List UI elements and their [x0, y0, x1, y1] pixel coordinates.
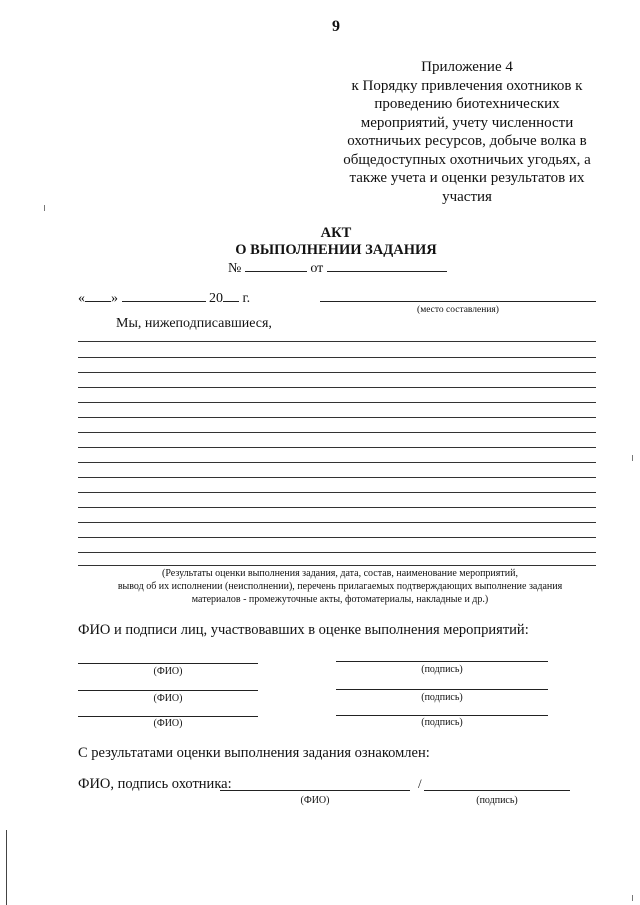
blank-line[interactable]: [78, 507, 596, 508]
act-date-field[interactable]: [327, 258, 447, 272]
appendix-line: охотничьих ресурсов, добыче волка в: [347, 133, 587, 149]
blank-line[interactable]: [78, 341, 596, 342]
appendix-line: участия: [442, 188, 492, 205]
hunter-fio-field[interactable]: [220, 790, 410, 791]
month-field[interactable]: [122, 288, 206, 302]
appendix-line: мероприятий, учету численности: [360, 114, 574, 131]
signature-caption: (подпись): [421, 664, 463, 675]
results-caption-line: вывод об их исполнении (неисполнении), перечень прилагаемых подтверждающих выполнение задания: [117, 581, 563, 592]
scan-speck: [632, 455, 633, 461]
blank-line[interactable]: [78, 432, 596, 433]
act-subtitle: О ВЫПОЛНЕНИИ ЗАДАНИЯ: [235, 242, 437, 258]
scan-margin-line: [6, 830, 7, 905]
fio-caption: (ФИО): [153, 666, 183, 677]
blank-line[interactable]: [78, 537, 596, 538]
blank-line[interactable]: [78, 402, 596, 403]
blank-line[interactable]: [78, 387, 596, 388]
hunter-label: ФИО, подпись охотника:: [78, 776, 232, 792]
fio-field[interactable]: [78, 716, 258, 717]
signatures-heading: ФИО и подписи лиц, участвовавших в оценке выполнения мероприятий:: [78, 622, 529, 638]
blank-line[interactable]: [78, 372, 596, 373]
blank-line[interactable]: [78, 357, 596, 358]
fio-caption: (ФИО): [153, 693, 183, 704]
results-caption-line: (Результаты оценки выполнения задания, дата, состав, наименование мероприятий,: [162, 568, 518, 579]
date-line: [78, 288, 250, 307]
number-sign: №: [228, 261, 242, 276]
we-undersigned: Мы, нижеподписавшиеся,: [116, 316, 272, 331]
page-number: 9: [332, 18, 340, 35]
act-title-block: [0, 225, 640, 259]
year-prefix: 20: [209, 291, 223, 306]
hunter-signature-caption: (подпись): [476, 795, 518, 806]
blank-line[interactable]: [78, 462, 596, 463]
place-field[interactable]: [320, 301, 596, 302]
appendix-line: также учета и оценки результатов их: [349, 170, 585, 186]
hunter-signature-field[interactable]: [424, 790, 570, 791]
signature-field[interactable]: [336, 715, 548, 716]
signature-caption: (подпись): [421, 692, 463, 703]
blank-line[interactable]: [78, 565, 596, 566]
signature-caption: (подпись): [421, 717, 463, 728]
blank-line[interactable]: [78, 552, 596, 553]
appendix-line: Приложение 4: [421, 59, 513, 75]
close-quote: »: [111, 291, 118, 306]
appendix-line: проведению биотехнических: [374, 96, 560, 112]
results-caption: [70, 567, 610, 606]
year-suffix: г.: [242, 291, 251, 306]
appendix-header: [338, 58, 596, 206]
fio-field[interactable]: [78, 663, 258, 664]
blank-line[interactable]: [78, 492, 596, 493]
fio-caption: (ФИО): [153, 718, 183, 729]
appendix-line: общедоступных охотничьих угодьях, а: [343, 151, 591, 168]
hunter-fio-caption: (ФИО): [300, 795, 330, 806]
act-number-field[interactable]: [245, 258, 307, 272]
year-field[interactable]: [223, 288, 239, 302]
act-title: АКТ: [320, 225, 352, 241]
act-number-line: [228, 258, 447, 277]
signature-field[interactable]: [336, 661, 548, 662]
acknowledged-statement: С результатами оценки выполнения задания ознакомлен:: [78, 745, 430, 761]
day-field[interactable]: [85, 288, 111, 302]
appendix-line: к Порядку привлечения охотников к: [351, 77, 583, 94]
blank-line[interactable]: [78, 522, 596, 523]
scan-speck: [44, 205, 45, 211]
from-label: от: [310, 261, 324, 276]
fio-field[interactable]: [78, 690, 258, 691]
separator-slash: /: [418, 776, 422, 791]
blank-line[interactable]: [78, 447, 596, 448]
scan-speck: [632, 895, 633, 901]
blank-line[interactable]: [78, 477, 596, 478]
results-caption-line: материалов - промежуточные акты, фотоматериалы, накладные и др.): [191, 594, 489, 605]
place-caption: (место составления): [417, 305, 499, 315]
blank-line[interactable]: [78, 417, 596, 418]
open-quote: «: [78, 291, 85, 306]
signature-field[interactable]: [336, 689, 548, 690]
